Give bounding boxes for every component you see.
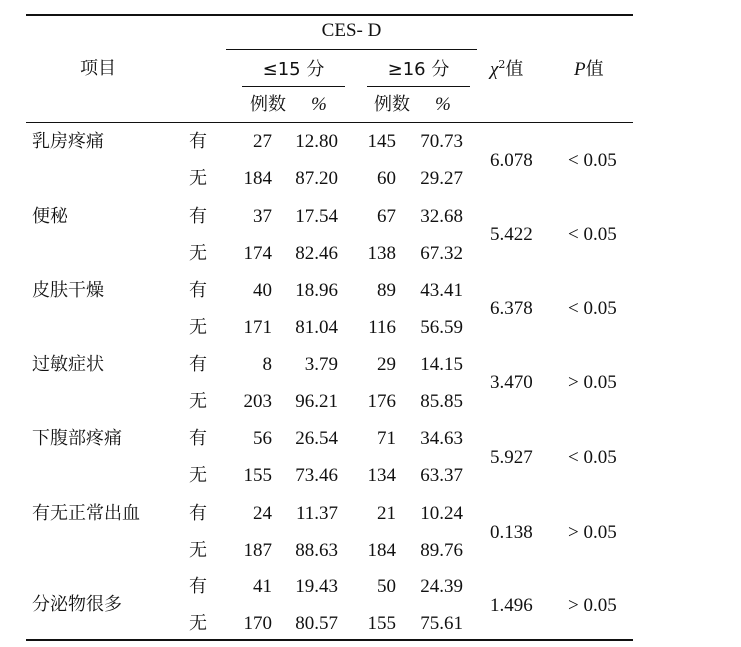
cell-no-n_high: 138 (367, 243, 396, 264)
cell-yes-pct_low: 11.37 (295, 503, 338, 524)
cell-no-n_high: 184 (367, 540, 396, 561)
row-label: 分泌物很多 (32, 594, 122, 615)
p-symbol: P (574, 59, 586, 80)
header-low-cases: 例数 (250, 94, 286, 115)
cell-yes-pct_high: 70.73 (420, 131, 463, 152)
row-label: 皮肤干燥 (32, 280, 104, 301)
cell-yes-n_low: 8 (262, 354, 272, 375)
header-group-low: ≤15 分 (262, 59, 325, 80)
cell-yes-n_high: 89 (377, 280, 396, 301)
cell-no-n_low: 184 (243, 168, 272, 189)
row-label: 便秘 (32, 206, 68, 227)
row-no-label: 无 (189, 391, 207, 412)
cell-no-n_high: 60 (377, 168, 396, 189)
header-group-high: ≥16 分 (387, 59, 450, 80)
cell-no-pct_high: 67.32 (420, 243, 463, 264)
cell-yes-pct_low: 26.54 (295, 428, 338, 449)
cell-chi-square: 6.078 (490, 150, 533, 171)
cell-no-n_low: 203 (243, 391, 272, 412)
row-yes-label: 有 (189, 354, 207, 375)
row-label: 过敏症状 (32, 354, 104, 375)
cell-no-pct_high: 89.76 (420, 540, 463, 561)
cell-no-n_high: 176 (367, 391, 396, 412)
cell-no-n_high: 134 (367, 465, 396, 486)
header-item: 项目 (80, 58, 116, 79)
cell-yes-pct_high: 10.24 (420, 503, 463, 524)
cell-no-n_low: 187 (243, 540, 272, 561)
high-group-underline (367, 86, 470, 87)
cell-p-value: < 0.05 (568, 224, 617, 245)
cell-yes-pct_low: 17.54 (295, 206, 338, 227)
row-yes-label: 有 (189, 206, 207, 227)
cell-yes-pct_high: 43.41 (420, 280, 463, 301)
chi-superscript: 2 (498, 58, 506, 71)
cell-no-pct_low: 87.20 (295, 168, 338, 189)
low-group-underline (242, 86, 345, 87)
cell-yes-n_low: 24 (253, 503, 272, 524)
cell-yes-pct_high: 32.68 (420, 206, 463, 227)
cell-p-value: > 0.05 (568, 522, 617, 543)
cell-no-n_low: 170 (243, 613, 272, 634)
header-low-percent: % (311, 94, 327, 115)
cell-chi-square: 3.470 (490, 372, 533, 393)
cell-no-pct_high: 29.27 (420, 168, 463, 189)
cell-p-value: < 0.05 (568, 150, 617, 171)
cell-yes-n_high: 50 (377, 576, 396, 597)
row-no-label: 无 (189, 540, 207, 561)
row-label: 下腹部疼痛 (32, 428, 122, 449)
row-no-label: 无 (189, 243, 207, 264)
cell-no-pct_high: 75.61 (420, 613, 463, 634)
cell-no-n_low: 155 (243, 465, 272, 486)
cell-no-n_low: 174 (243, 243, 272, 264)
cell-no-pct_low: 96.21 (295, 391, 338, 412)
row-no-label: 无 (189, 317, 207, 338)
top-rule (26, 14, 633, 16)
row-yes-label: 有 (189, 428, 207, 449)
cell-yes-n_low: 40 (253, 280, 272, 301)
cell-p-value: < 0.05 (568, 298, 617, 319)
cell-yes-n_high: 67 (377, 206, 396, 227)
cell-chi-square: 6.378 (490, 298, 533, 319)
cell-no-n_low: 171 (243, 317, 272, 338)
cell-yes-pct_low: 3.79 (304, 354, 338, 375)
cell-no-pct_high: 56.59 (420, 317, 463, 338)
header-chi-square (490, 58, 523, 81)
row-yes-label: 有 (189, 131, 207, 152)
cell-p-value: > 0.05 (568, 595, 617, 616)
cell-no-pct_low: 82.46 (295, 243, 338, 264)
cell-no-pct_low: 80.57 (295, 613, 338, 634)
header-high-percent: % (435, 94, 451, 115)
cell-yes-n_low: 27 (253, 131, 272, 152)
row-label: 有无正常出血 (32, 503, 140, 524)
cell-yes-pct_low: 18.96 (295, 280, 338, 301)
cell-yes-n_low: 37 (253, 206, 272, 227)
cell-chi-square: 1.496 (490, 595, 533, 616)
p-suffix: 值 (585, 59, 604, 80)
cell-yes-n_high: 71 (377, 428, 396, 449)
cell-no-n_high: 116 (368, 317, 396, 338)
header-bottom-rule (26, 122, 633, 123)
row-yes-label: 有 (189, 503, 207, 524)
bottom-rule (26, 639, 633, 641)
cell-chi-square: 0.138 (490, 522, 533, 543)
header-ces-d: CES- D (321, 20, 382, 41)
cell-yes-pct_high: 34.63 (420, 428, 463, 449)
cell-yes-n_low: 56 (253, 428, 272, 449)
cell-yes-pct_high: 24.39 (420, 576, 463, 597)
cell-yes-n_high: 21 (377, 503, 396, 524)
cell-yes-pct_low: 12.80 (295, 131, 338, 152)
cell-no-pct_low: 81.04 (295, 317, 338, 338)
row-no-label: 无 (189, 465, 207, 486)
chi-symbol: χ (490, 59, 499, 80)
row-yes-label: 有 (189, 280, 207, 301)
cell-p-value: < 0.05 (568, 447, 617, 468)
header-p-value (574, 58, 604, 81)
cell-yes-pct_high: 14.15 (420, 354, 463, 375)
cell-yes-n_low: 41 (253, 576, 272, 597)
cell-yes-n_high: 29 (377, 354, 396, 375)
cell-no-pct_low: 73.46 (295, 465, 338, 486)
chi-suffix: 值 (505, 59, 524, 80)
row-label: 乳房疼痛 (32, 131, 104, 152)
cell-yes-n_high: 145 (367, 131, 396, 152)
row-no-label: 无 (189, 613, 207, 634)
header-high-cases: 例数 (374, 94, 410, 115)
cell-no-n_high: 155 (367, 613, 396, 634)
cell-no-pct_high: 85.85 (420, 391, 463, 412)
cell-yes-pct_low: 19.43 (295, 576, 338, 597)
cell-chi-square: 5.422 (490, 224, 533, 245)
cell-no-pct_high: 63.37 (420, 465, 463, 486)
ces-d-underline (226, 49, 477, 50)
cell-p-value: > 0.05 (568, 372, 617, 393)
cell-chi-square: 5.927 (490, 447, 533, 468)
cell-no-pct_low: 88.63 (295, 540, 338, 561)
row-yes-label: 有 (189, 576, 207, 597)
row-no-label: 无 (189, 168, 207, 189)
